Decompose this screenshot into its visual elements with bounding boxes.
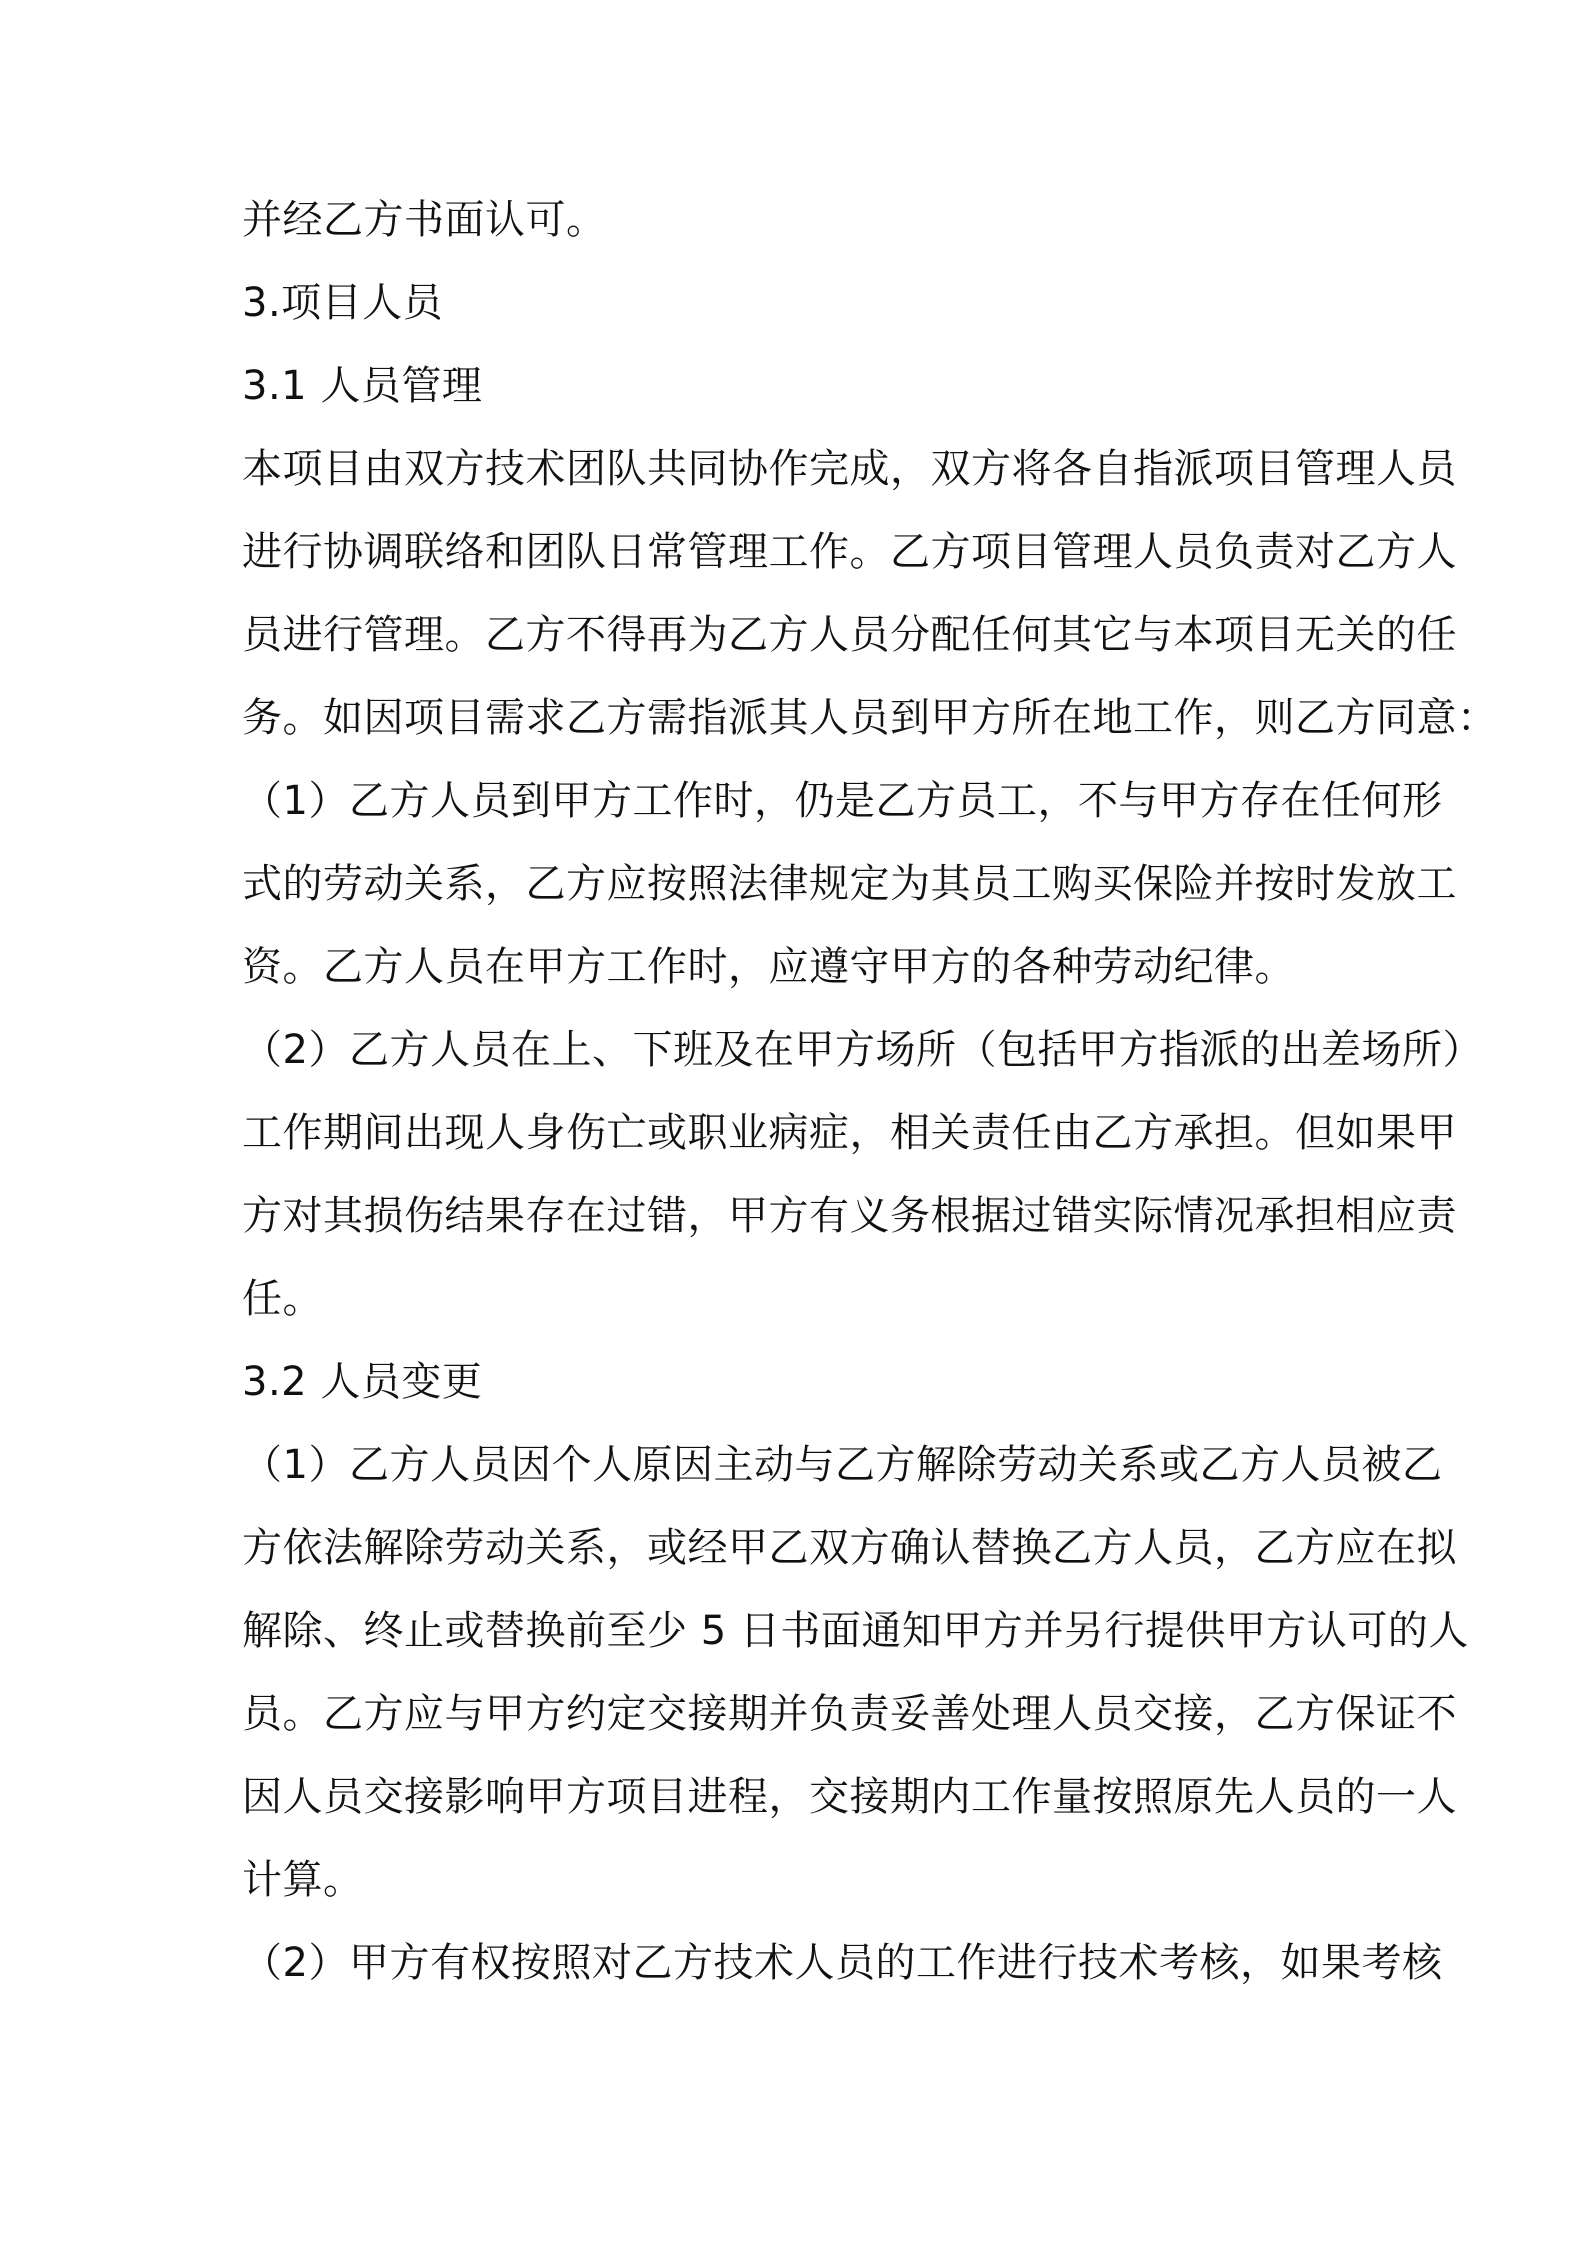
section-heading-project-personnel: 3.项目人员 xyxy=(242,280,444,326)
clause-line: （1）乙方人员到甲方工作时，仍是乙方员工，不与甲方存在任何形 xyxy=(242,778,1443,824)
paragraph-line: 务。如因项目需求乙方需指派其人员到甲方所在地工作，则乙方同意： xyxy=(242,695,1498,741)
clause-line: （2）甲方有权按照对乙方技术人员的工作进行技术考核，如果考核 xyxy=(242,1940,1443,1986)
clause-line: 因人员交接影响甲方项目进程，交接期内工作量按照原先人员的一人 xyxy=(242,1774,1457,1820)
clause-line: （1）乙方人员因个人原因主动与乙方解除劳动关系或乙方人员被乙 xyxy=(242,1442,1443,1488)
clause-line: 工作期间出现人身伤亡或职业病症，相关责任由乙方承担。但如果甲 xyxy=(242,1110,1457,1156)
clause-line: 计算。 xyxy=(242,1857,364,1903)
clause-line: 式的劳动关系，乙方应按照法律规定为其员工购买保险并按时发放工 xyxy=(242,861,1457,907)
text-line-continuation: 并经乙方书面认可。 xyxy=(242,197,607,243)
clause-line: （2）乙方人员在上、下班及在甲方场所（包括甲方指派的出差场所） xyxy=(242,1027,1483,1073)
subsection-heading-personnel-change: 3.2 人员变更 xyxy=(242,1359,483,1405)
paragraph-line: 本项目由双方技术团队共同协作完成，双方将各自指派项目管理人员 xyxy=(242,446,1457,492)
clause-line: 方对其损伤结果存在过错，甲方有义务根据过错实际情况承担相应责 xyxy=(242,1193,1457,1239)
clause-line: 方依法解除劳动关系，或经甲乙双方确认替换乙方人员，乙方应在拟 xyxy=(242,1525,1457,1571)
clause-line: 任。 xyxy=(242,1276,323,1322)
paragraph-line: 员进行管理。乙方不得再为乙方人员分配任何其它与本项目无关的任 xyxy=(242,612,1457,658)
clause-line: 员。乙方应与甲方约定交接期并负责妥善处理人员交接，乙方保证不 xyxy=(242,1691,1457,1737)
clause-line: 资。乙方人员在甲方工作时，应遵守甲方的各种劳动纪律。 xyxy=(242,944,1295,990)
paragraph-line: 进行协调联络和团队日常管理工作。乙方项目管理人员负责对乙方人 xyxy=(242,529,1457,575)
document-body xyxy=(242,196,1498,1987)
subsection-heading-personnel-management: 3.1 人员管理 xyxy=(242,363,483,409)
clause-line: 解除、终止或替换前至少 5 日书面通知甲方并另行提供甲方认可的人 xyxy=(242,1608,1469,1654)
